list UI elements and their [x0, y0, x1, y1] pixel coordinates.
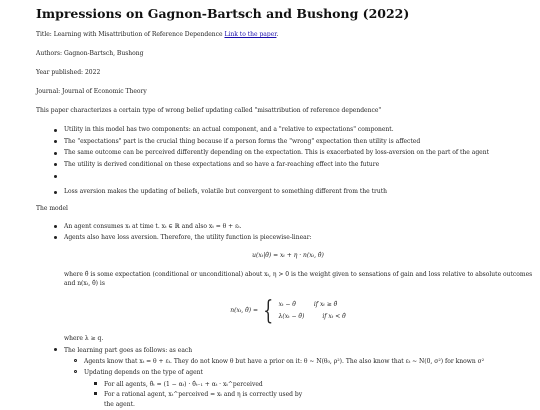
- utility-equation: u(xₜ|θ̂) = xₜ + η · n(xₜ, θ̂): [252, 251, 324, 259]
- paper-link[interactable]: Link to the paper: [224, 31, 277, 38]
- learning-list: [36, 346, 540, 410]
- case-expression: λ(xₜ − θ̂): [278, 312, 305, 320]
- list-item-empty: [36, 170, 540, 186]
- section-heading: The model: [36, 204, 68, 212]
- learning-text: The learning part goes as follows: as each: [64, 346, 193, 354]
- list-item: The "expectations" part is the crucial thing because if a person forms the "wrong" expectation then utility is affected: [36, 136, 540, 148]
- model-list: [36, 221, 540, 243]
- list-item: For a rational agent, xₜ^perceived = xₜ and η is correctly used by the agent.: [84, 390, 304, 410]
- summary-list: [36, 124, 540, 198]
- list-item: [36, 346, 540, 410]
- where-paragraph: where θ̂ is some expectation (conditional or unconditional) about xₜ, η > 0 is the weight given to sensations of gain and loss relative to absolute outcomes and n(xₜ, θ̂) is: [64, 270, 533, 287]
- list-item: Agents also have loss aversion. Therefore, the utility function is piecewise-linear:: [36, 232, 540, 243]
- year-line: Year published: 2022: [36, 69, 101, 76]
- page-title: Impressions on Gagnon-Bartsch and Bushong (2022): [36, 6, 410, 21]
- case-expression: xₜ − θ̂: [278, 300, 296, 308]
- lambda-condition: where λ ≥ q.: [64, 334, 104, 342]
- authors-line: Authors: Gagnon-Bartsch, Bushong: [36, 50, 144, 57]
- list-item: [64, 368, 540, 410]
- agent-type-list: [84, 380, 540, 410]
- list-item: The same outcome can be perceived differently depending on the expectation. This is exacerbated by loss-aversion on the part of the agent: [36, 147, 540, 159]
- learning-sublist: [64, 357, 540, 410]
- case-condition: if xₜ ≥ θ̂: [313, 300, 338, 308]
- paper-title-line: Title: Learning with Misattribution of Reference Dependence Link to the paper.: [36, 31, 279, 38]
- list-item: Agents know that xₜ = θ + εₜ. They do not know θ but have a prior on it: θ ~ N(θ₀, ρ²). The also know that εₜ ~ N(0, σ²) for known σ²: [64, 357, 540, 366]
- list-item: For all agents, θ̂ₜ = (1 − αₜ) · θ̂ₜ₋₁ + αₜ · xₜ^perceived: [84, 380, 540, 390]
- case-condition: if xₜ < θ̂: [322, 312, 346, 320]
- paper-title-text: Title: Learning with Misattribution of Reference Dependence: [36, 31, 225, 38]
- intro-paragraph: This paper characterizes a certain type of wrong belief updating called "misattribution of reference dependence": [36, 107, 382, 114]
- updating-text: Updating depends on the type of agent: [84, 368, 203, 376]
- list-item: The utility is derived conditional on these expectations and so have a far-reaching effect into the future: [36, 159, 540, 171]
- list-item: Utility in this model has two components: an actual component, and a "relative to expectations" component.: [36, 124, 540, 136]
- loss-function-equation: [36, 295, 540, 326]
- brace-symbol: {: [263, 295, 274, 326]
- list-item: An agent consumes xₜ at time t. xₜ ∈ ℝ and also xₜ = θ + εₜ.: [36, 221, 540, 232]
- list-item: Loss aversion makes the updating of beliefs, volatile but convergent to something different from the truth: [36, 186, 540, 198]
- n-lhs: n(xₜ, θ̂) =: [230, 306, 259, 314]
- journal-line: Journal: Journal of Economic Theory: [36, 88, 147, 95]
